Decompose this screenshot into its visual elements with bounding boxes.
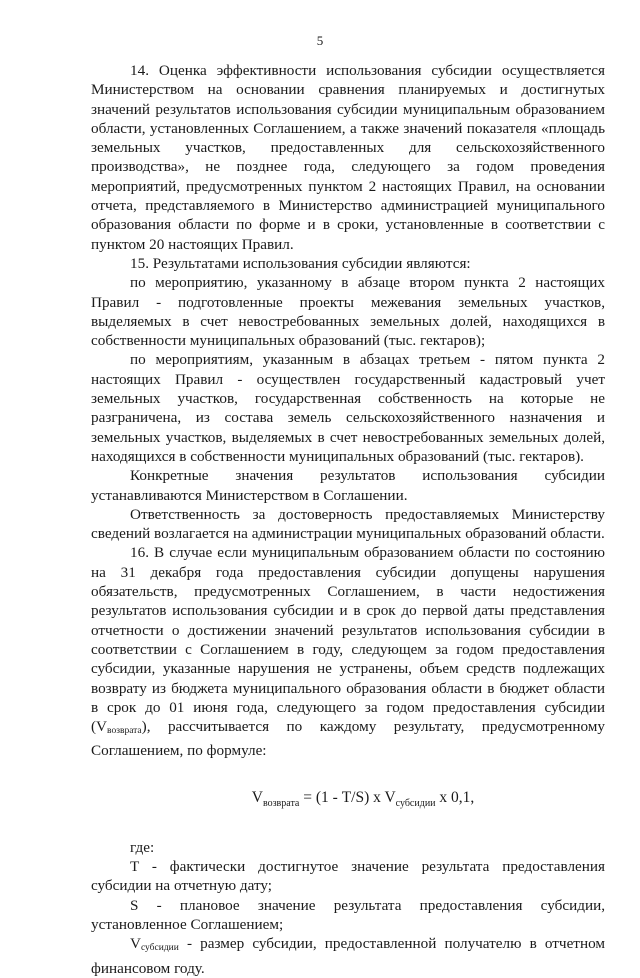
paragraph-14: 14. Оценка эффективности использования субсидии осуществляется Министерством на основании сравнения планируемых и достигнутых значений результатов использования субсидии муниципальным образованием области, установленных Соглашением, а также значений показателя «площадь земельных участков, предоставленных для сельскохозяйственного производства», не позднее года, следующего за годом проведения мероприятий, предусмотренных пунктом 2 настоящих Правил, на основании отчета, представляемого в Министерство администрацией муниципального образования области по форме и в сроки, установленные в соответствии с пунктом 20 настоящих Правил.	[91, 62, 605, 253]
definition-t: T - фактически достигнутое значение результата предоставления субсидии на отчетную дату;	[91, 858, 605, 895]
definitions-where: где:	[130, 838, 155, 856]
definition-v-subscript: субсидии	[140, 943, 179, 954]
paragraph-16-text-start: 16. В случае если муниципальным образованием области по состоянию на 31 декабря года предоставления субсидии допущены нарушения обязательств, предусмотренных Соглашением, в части недостижения результатов использования субсидии и в срок до первой даты представления отчетности о достижении значений результатов использования субсидии в соответствии с Соглашением в году, следующем за годом предоставления субсидии, указанные нарушения не устранены, объем средств подлежащих возврату из бюджета муниципального образования области в бюджет области в срок до 01 июня года, следующего за годом предоставления субсидии (V	[91, 544, 605, 736]
page-number: 5	[316, 33, 324, 48]
formula-sub-subsidy: субсидии	[395, 797, 436, 809]
definition-v	[91, 934, 605, 978]
paragraph-15-item-1: по мероприятию, указанному в абзаце втором пункта 2 настоящих Правил - подготовленные проекты межевания земельных участков, выделяемых в счет невостребованных земельных долей, находящихся в собственности муниципальных образований (тыс. гектаров);	[91, 274, 605, 350]
definition-s: S - плановое значение результата предоставления субсидии, установленное Соглашением;	[91, 896, 605, 933]
formula-sub-return: возврата	[262, 797, 300, 809]
formula-v: V	[251, 788, 263, 806]
paragraph-16-text-end: ), рассчитывается по каждому результату, предусмотренному Соглашением, по формуле:	[91, 718, 605, 760]
formula-middle: = (1 - T/S) x V	[299, 788, 396, 806]
document-body	[91, 61, 605, 978]
definition-v-symbol: V	[130, 935, 141, 953]
paragraph-15-responsibility: Ответственность за достоверность предоставляемых Министерству сведений возлагается на администрации муниципальных образований области.	[91, 505, 605, 543]
definition-v-text: - размер субсидии, предоставленной получателю в отчетном финансовом году.	[91, 935, 605, 977]
formula	[91, 788, 605, 814]
paragraph-15-item-2: по мероприятиям, указанным в абзацах третьем - пятом пункта 2 настоящих Правил - осуществлен государственный кадастровый учет земельных участков, государственная собственность на которые не разграничена, из состава земель сельскохозяйственного назначения и земельных участков, выделяемых в счет невостребованных земельных долей, находящихся в собственности муниципальных образований (тыс. гектаров).	[91, 351, 605, 465]
paragraph-16	[91, 543, 605, 760]
formula-end: x 0,1,	[435, 788, 475, 806]
paragraph-16-subscript: возврата	[107, 726, 142, 737]
paragraph-15-specific-values: Конкретные значения результатов использования субсидии устанавливаются Министерством в Соглашении.	[91, 467, 605, 504]
paragraph-15-heading: 15. Результатами использования субсидии являются:	[130, 254, 471, 272]
